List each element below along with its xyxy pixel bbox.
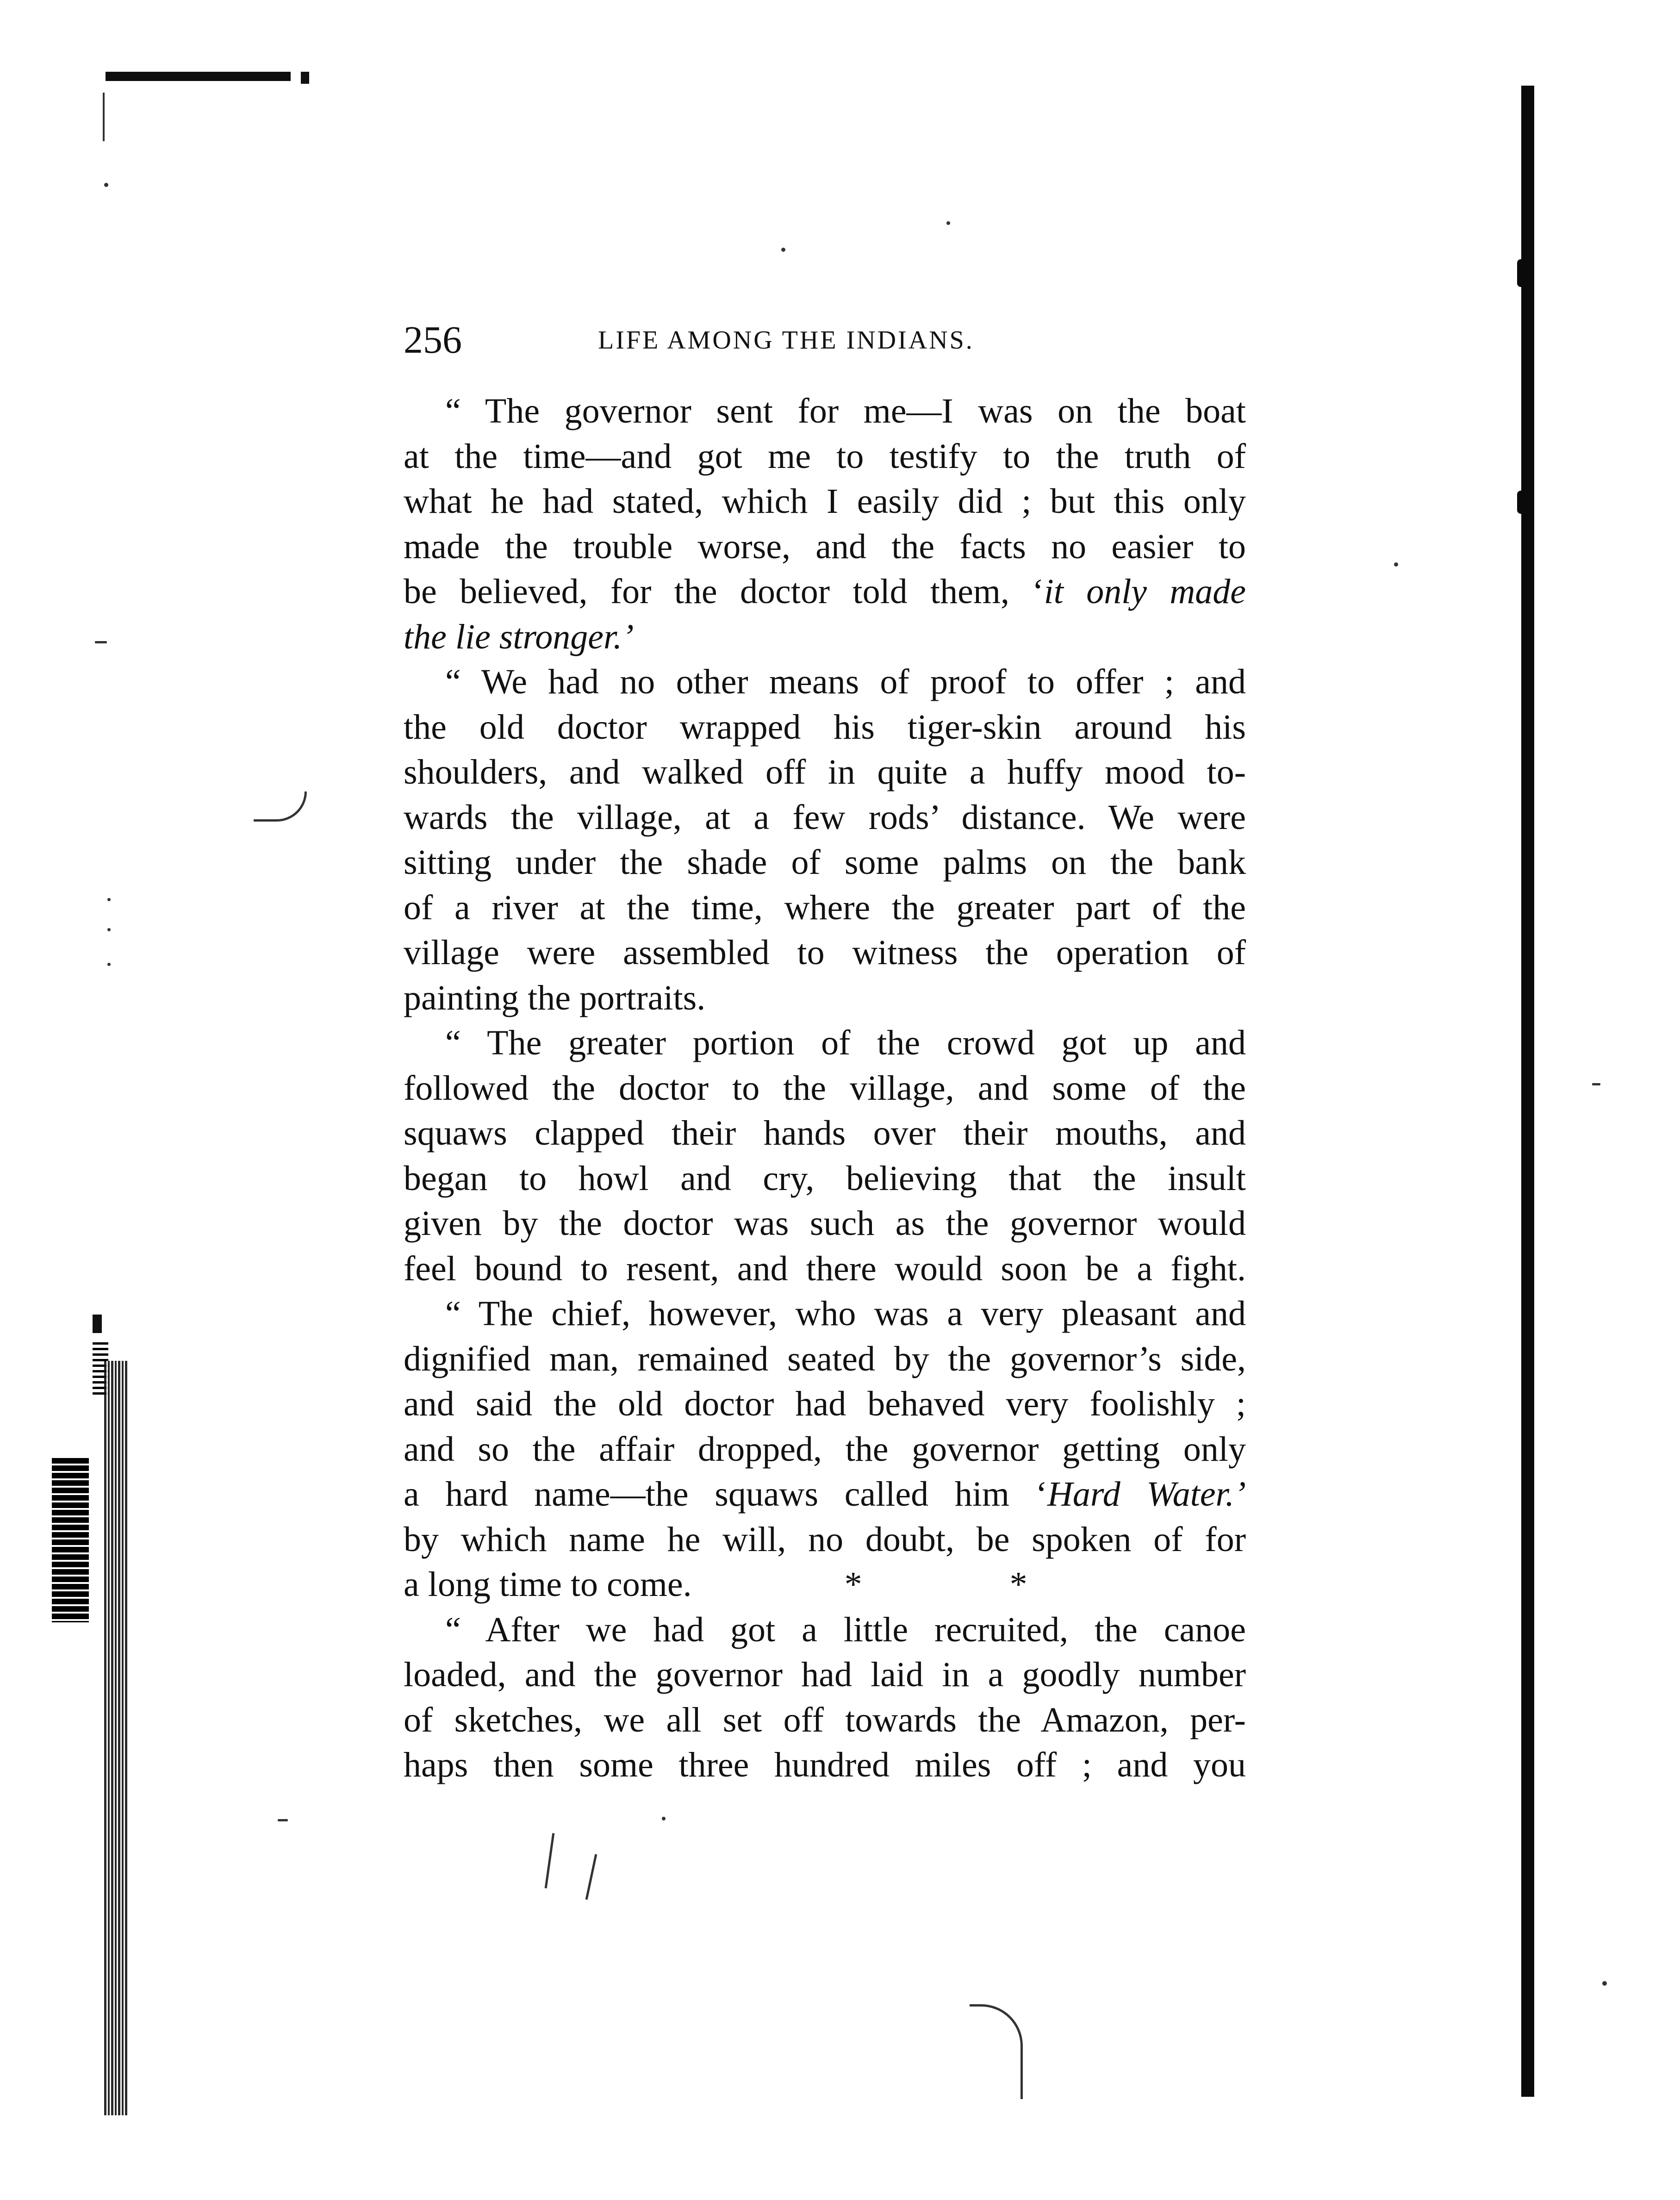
scan-speck — [662, 1817, 666, 1820]
scan-barcode — [52, 1458, 89, 1622]
scan-binding-edge — [104, 1361, 127, 2115]
body-text — [404, 389, 1246, 1788]
text-line: village were assembled to witness the operation of — [404, 933, 1246, 972]
running-head — [404, 315, 1246, 366]
scan-top-mark — [301, 72, 309, 84]
scan-speck — [1592, 1083, 1600, 1085]
text-line: wards the village, at a few rods’ distance. We were — [404, 798, 1246, 837]
scan-speck — [107, 928, 111, 931]
scan-speck — [107, 898, 111, 901]
pencil-mark — [585, 1854, 597, 1900]
scan-speck — [1394, 562, 1398, 567]
text-line: of sketches, we all set off towards the Amazon, per- — [404, 1700, 1246, 1739]
text-line: what he had stated, which I easily did ; but this only — [404, 482, 1246, 521]
text-line: and so the affair dropped, the governor getting only — [404, 1429, 1246, 1469]
scan-speck — [1602, 1981, 1607, 1986]
pencil-mark — [545, 1833, 555, 1888]
text-segment: be believed, for the doctor told them, ‘ — [404, 572, 1044, 611]
italic-quote: it only made — [1044, 572, 1246, 611]
text-line: the lie stronger.’ — [404, 617, 634, 656]
text-line: squaws clapped their hands over their mouths, and — [404, 1114, 1246, 1153]
text-line: shoulders, and walked off in quite a huffy mood to- — [404, 753, 1246, 792]
italic-quote: Hard Water.’ — [1047, 1475, 1246, 1514]
text-segment: a long time to come. — [404, 1565, 692, 1604]
text-line: given by the doctor was such as the governor would — [404, 1204, 1246, 1243]
scan-top-bar — [106, 72, 291, 81]
text-line: “ The chief, however, who was a very pleasant and — [445, 1294, 1246, 1333]
text-segment: a hard name—the squaws called him ‘ — [404, 1475, 1048, 1514]
pencil-mark — [254, 792, 307, 822]
scan-speck — [278, 1819, 288, 1821]
section-asterisks: * * — [844, 1565, 1027, 1604]
running-title: LIFE AMONG THE INDIANS. — [598, 326, 974, 355]
text-line: dignified man, remained seated by the governor’s side, — [404, 1339, 1246, 1378]
text-line: feel bound to resent, and there would soon be a fight. — [404, 1249, 1246, 1288]
text-line — [404, 1472, 1246, 1517]
text-line: at the time—and got me to testify to the truth of — [404, 436, 1246, 476]
text-line: made the trouble worse, and the facts no easier to — [404, 527, 1246, 566]
text-line: of a river at the time, where the greater part of the — [404, 888, 1246, 927]
text-line: “ The greater portion of the crowd got up and — [445, 1023, 1246, 1062]
scan-speck — [781, 248, 785, 252]
page-number: 256 — [404, 318, 462, 361]
text-line: loaded, and the governor had laid in a goodly number — [404, 1655, 1246, 1694]
text-line — [404, 569, 1246, 615]
text-line: “ The governor sent for me—I was on the boat — [445, 392, 1246, 430]
text-line — [404, 1562, 1246, 1608]
scan-speck — [95, 641, 107, 643]
text-line: began to howl and cry, believing that the insult — [404, 1159, 1246, 1198]
pencil-mark — [970, 2004, 1023, 2099]
scan-right-edge-bump — [1517, 491, 1524, 514]
scan-speck — [946, 221, 950, 225]
text-line: sitting under the shade of some palms on the bank — [404, 843, 1246, 882]
scan-speck — [104, 183, 108, 187]
text-line: haps then some three hundred miles off ; and you — [404, 1745, 1246, 1784]
scan-right-edge — [1521, 86, 1534, 2097]
text-line: the old doctor wrapped his tiger-skin around his — [404, 707, 1246, 747]
scan-corner-line — [103, 93, 105, 141]
text-line: followed the doctor to the village, and some of the — [404, 1068, 1246, 1108]
text-line: “ After we had got a little recruited, the canoe — [445, 1610, 1246, 1649]
scan-binding-mark — [93, 1315, 102, 1333]
text-line: “ We had no other means of proof to offer ; and — [445, 662, 1246, 701]
scan-speck — [107, 963, 111, 966]
text-line: by which name he will, no doubt, be spoken of for — [404, 1520, 1246, 1559]
scan-right-edge-bump — [1517, 259, 1524, 287]
text-line: and said the old doctor had behaved very foolishly ; — [404, 1384, 1246, 1423]
text-line: painting the portraits. — [404, 978, 706, 1017]
